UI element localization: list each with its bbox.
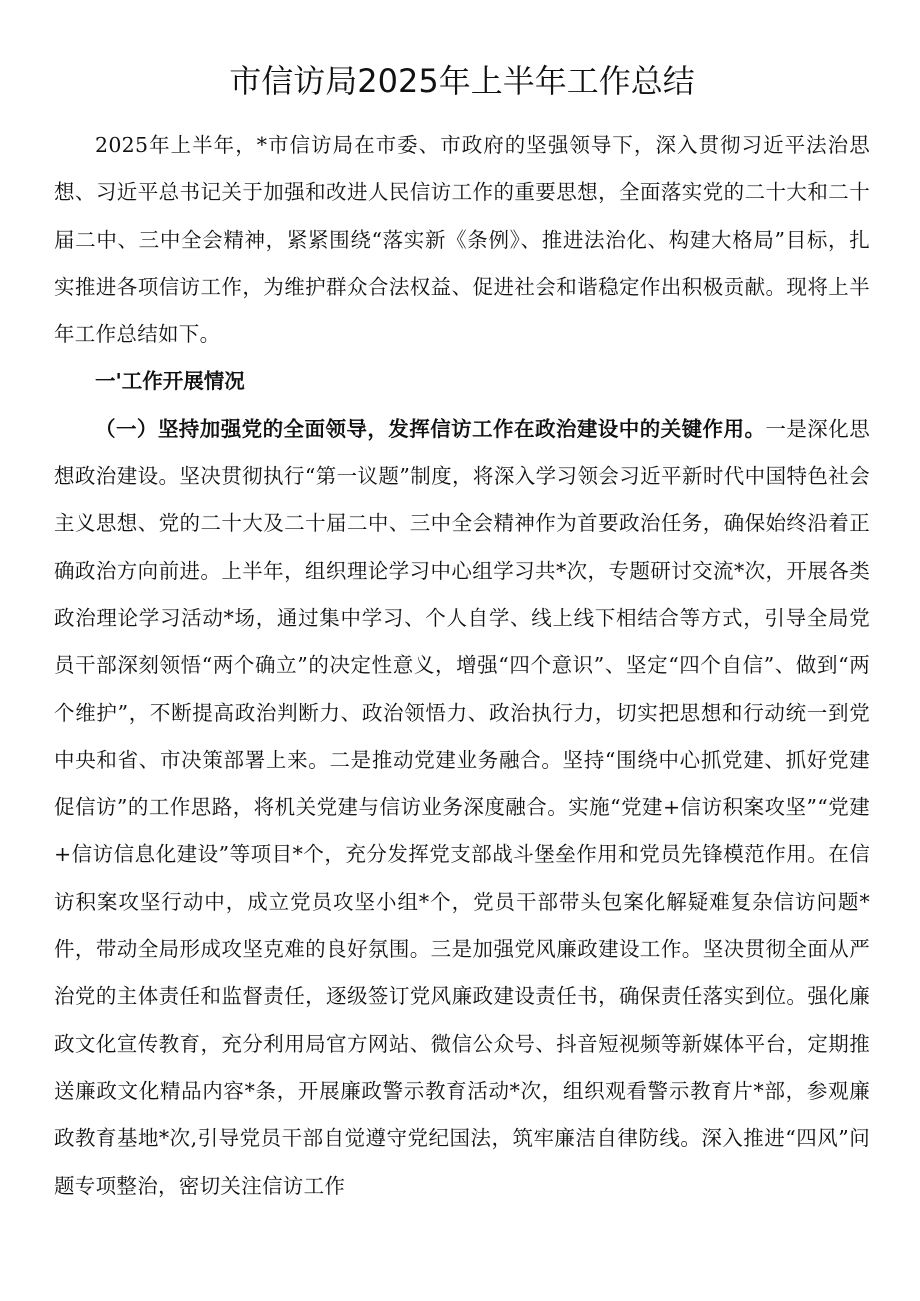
subsection-body: 一是深化思想政治建设。坚决贯彻执行“第一议题”制度，将深入学习领会习近平新时代中国特色社会主义思想、党的二十大及二十届二中、三中全会精神作为首要政治任务，确保始终沿着正确政治方向前进。上半年，组织理论学习中心组学习共*次，专题研讨交流*次，开展各类政治理论学习活动*场，通过集中学习、个人自学、线上线下相结合等方式，引导全局党员干部深刻领悟“两个确立”的决定性意义，增强“四个意识”、坚定“四个自信”、做到“两个维护”，不断提高政治判断力、政治领悟力、政治执行力，切实把思想和行动统一到党中央和省、市决策部署上来。二是推动党建业务融合。坚持“围绕中心抓党建、抓好党建促信访”的工作思路，将机关党建与信访业务深度融合。实施“党建+信访积案攻坚”“党建+信访信息化建设”等项目*个，充分发挥党支部战斗堡垒作用和党员先锋模范作用。在信访积案攻坚行动中，成立党员攻坚小组*个，党员干部带头包案化解疑难复杂信访问题*件，带动全局形成攻坚克难的良好氛围。三是加强党风廉政建设工作。坚决贯彻全面从严治党的主体责任和监督责任，逐级签订党风廉政建设责任书，确保责任落实到位。强化廉政文化宣传教育，充分利用局官方网站、微信公众号、抖音短视频等新媒体平台，定期推送廉政文化精品内容*条，开展廉政警示教育活动*次，组织观看警示教育片*部，参观廉政教育基地*次,引导党员干部自觉遵守党纪国法，筑牢廉洁自律防线。深入推进“四风”问题专项整治，密切关注信访工作 — [54, 416, 870, 1198]
subsection-paragraph — [54, 406, 870, 1210]
subsection-lead: （一）坚持加强党的全面领导，发挥信访工作在政治建设中的关键作用。 — [95, 416, 766, 441]
section-heading: 一'工作开展情况 — [95, 369, 245, 394]
document-title: 市信访局2025年上半年工作总结 — [229, 62, 695, 100]
intro-paragraph: 2025年上半年，*市信访局在市委、市政府的坚强领导下，深入贯彻习近平法治思想、习近平总书记关于加强和改进人民信访工作的重要思想，全面落实党的二十大和二十届二中、三中全会精神，紧紧围绕“落实新《条例》、推进法治化、构建大格局”目标，扎实推进各项信访工作，为维护群众合法权益、促进社会和谐稳定作出积极贡献。现将上半年工作总结如下。 — [54, 133, 870, 347]
